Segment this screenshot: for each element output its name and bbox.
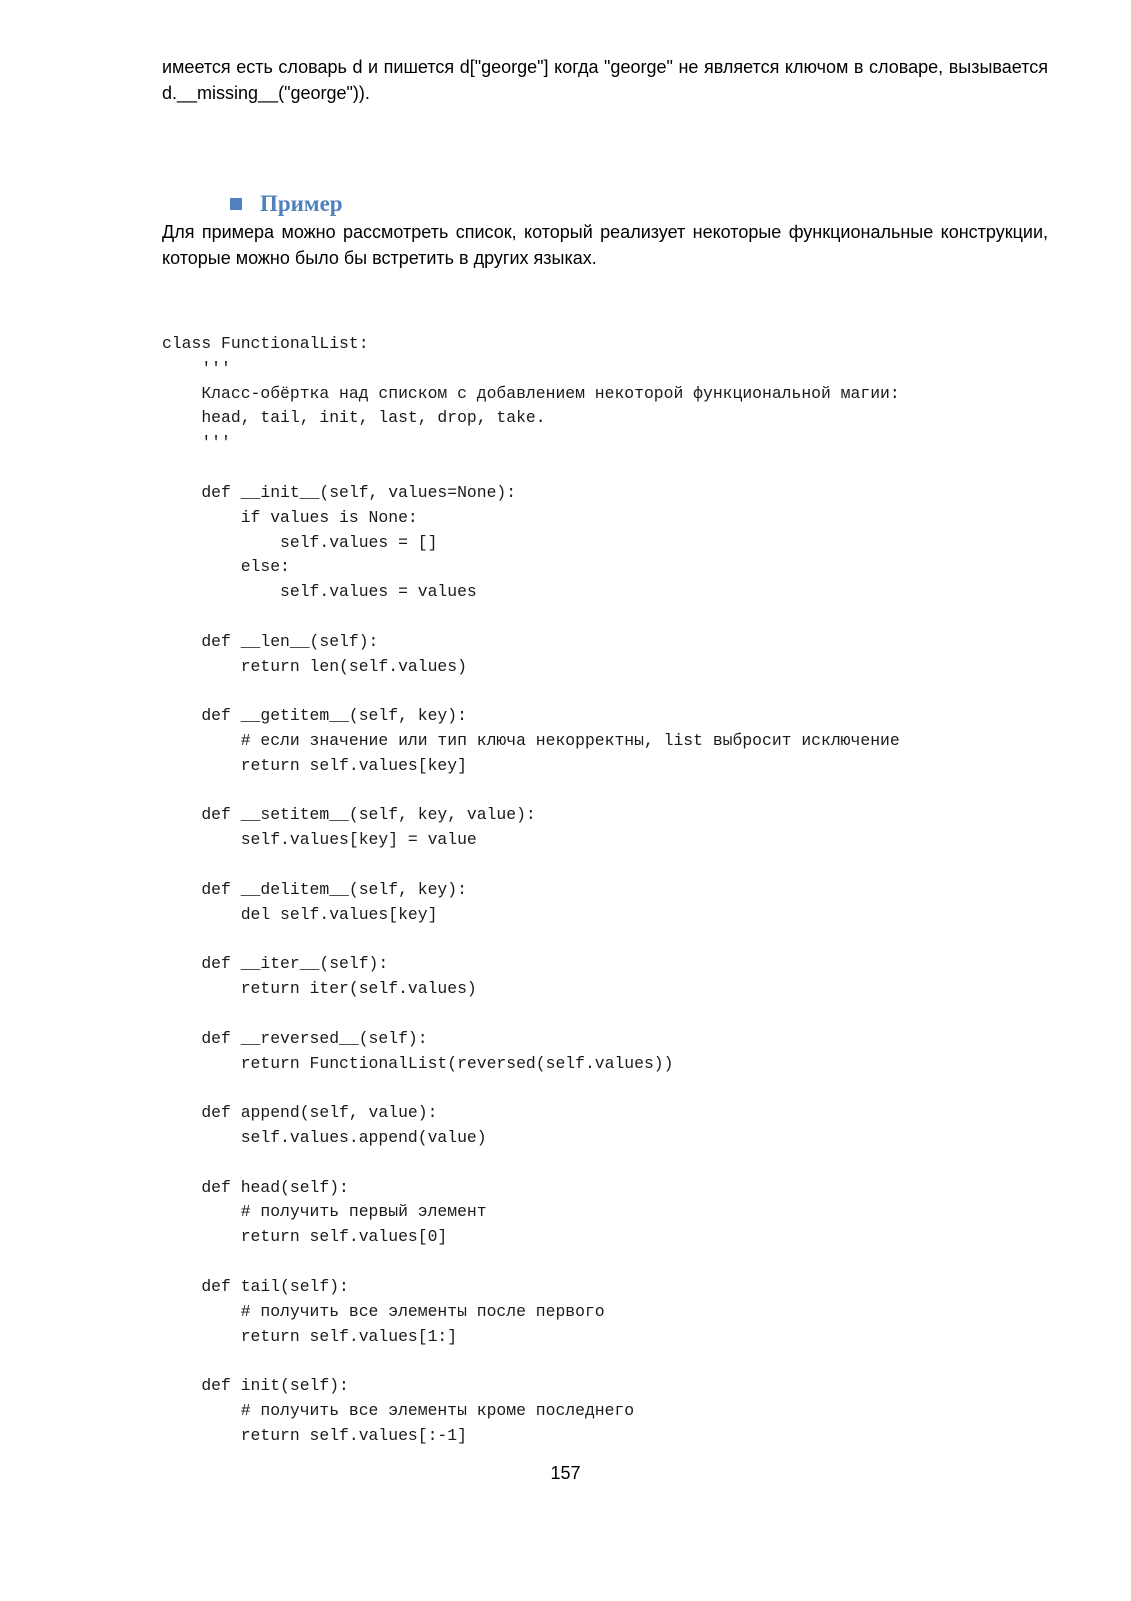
code-line: else: [162, 557, 290, 577]
code-line [162, 1002, 900, 1027]
code-line: def __delitem__(self, key): [162, 879, 467, 899]
code-line [162, 928, 900, 953]
code-line: def tail(self): [162, 1276, 349, 1296]
code-line [162, 679, 900, 704]
code-line [162, 1349, 900, 1374]
code-line: def __reversed__(self): [162, 1028, 428, 1048]
code-line: def __init__(self, values=None): [162, 482, 517, 502]
code-line: ''' [162, 433, 231, 453]
code-line: ''' [162, 358, 231, 378]
code-line [162, 456, 900, 481]
code-line: self.values = values [162, 582, 477, 602]
code-line: Класс-обёртка над списком с добавлением некоторой функциональной магии: [162, 383, 900, 403]
code-line: def __getitem__(self, key): [162, 706, 467, 726]
code-line: def __len__(self): [162, 631, 379, 651]
code-block [162, 332, 900, 1449]
code-line: def append(self, value): [162, 1103, 438, 1123]
code-line: class FunctionalList: [162, 334, 369, 353]
code-line: return self.values[:-1] [162, 1425, 467, 1445]
code-line: return FunctionalList(reversed(self.values)) [162, 1053, 674, 1073]
code-line [162, 853, 900, 878]
code-line: # если значение или тип ключа некорректны, list выбросит исключение [162, 731, 900, 750]
section-heading [230, 189, 343, 219]
code-line: def __iter__(self): [162, 954, 389, 974]
page-number: 157 [550, 1463, 581, 1483]
code-line: def __setitem__(self, key, value): [162, 805, 536, 825]
code-line: return len(self.values) [162, 656, 467, 676]
code-line: # получить все элементы кроме последнего [162, 1400, 635, 1420]
section-paragraph: Для примера можно рассмотреть список, который реализует некоторые функциональные конструкции, которые можно было бы встретить в других языках. [162, 222, 1048, 268]
code-line: return self.values[key] [162, 755, 467, 775]
code-line: self.values.append(value) [162, 1128, 487, 1147]
code-line: self.values[key] = value [162, 830, 477, 850]
intro-paragraph: имеется есть словарь d и пишется d["george"] когда "george" не является ключом в словаре, вызывается d.__missing__("george")). [162, 57, 1048, 103]
code-line: return self.values[1:] [162, 1326, 458, 1346]
code-line: return self.values[0] [162, 1227, 448, 1247]
code-line: return iter(self.values) [162, 979, 477, 999]
code-line: if values is None: [162, 507, 418, 527]
code-line [162, 605, 900, 630]
code-line: del self.values[key] [162, 904, 438, 924]
code-line: self.values = [] [162, 532, 438, 552]
code-line [162, 779, 900, 804]
code-line: def init(self): [162, 1376, 349, 1396]
code-line: head, tail, init, last, drop, take. [162, 408, 546, 428]
code-line [162, 1250, 900, 1275]
code-line: # получить первый элемент [162, 1202, 487, 1222]
section-title: Пример [260, 191, 343, 216]
code-line [162, 1151, 900, 1176]
square-bullet-icon [230, 198, 242, 210]
code-line: # получить все элементы после первого [162, 1301, 605, 1321]
code-line: def head(self): [162, 1177, 349, 1197]
code-line [162, 1076, 900, 1101]
